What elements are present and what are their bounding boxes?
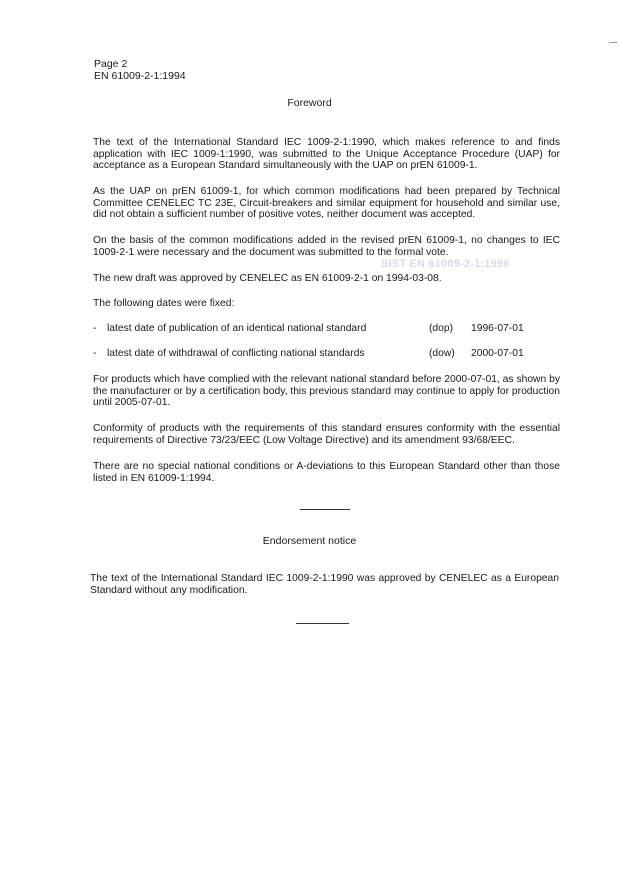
foreword-paragraph-4: The new draft was approved by CENELEC as EN 61009-2-1 on 1994-03-08. bbox=[93, 273, 442, 284]
foreword-paragraph-3: On the basis of the common modifications added in the revised prEN 61009-1, no changes to IEC 1009-2-1 were necessary and the document was submitted to the formal vote. bbox=[93, 235, 560, 258]
foreword-paragraph-2: As the UAP on prEN 61009-1, for which common modifications had been prepared by Technical Committee CENELEC TC 23E, Circuit-breakers and similar equipment for household and similar use, did not obtain a sufficient number of positive votes, neither document was accepted. bbox=[93, 186, 560, 221]
date-label: latest date of withdrawal of conflicting national standards bbox=[107, 348, 365, 359]
date-code: (dow) bbox=[429, 348, 455, 359]
endorsement-text: The text of the International Standard IEC 1009-2-1:1990 was approved by CENELEC as a European Standard without any modification. bbox=[90, 573, 559, 596]
page-label: Page 2 bbox=[94, 58, 128, 70]
foreword-title: Foreword bbox=[287, 97, 332, 109]
foreword-paragraph-5: The following dates were fixed: bbox=[93, 298, 235, 309]
bullet-dash: - bbox=[93, 323, 97, 334]
date-value: 1996-07-01 bbox=[471, 323, 524, 334]
date-row-dow bbox=[93, 348, 563, 360]
watermark: SIST EN 61009-2-1:1996 bbox=[381, 258, 510, 270]
foreword-paragraph-6: For products which have complied with the relevant national standard before 2000-07-01, as shown by the manufacturer or by a certification body, this previous standard may continue to apply for production until 2005-07-01. bbox=[93, 374, 560, 409]
date-code: (dop) bbox=[429, 323, 454, 334]
bullet-dash: - bbox=[93, 348, 97, 359]
page-header bbox=[94, 58, 186, 82]
date-row-dop bbox=[93, 323, 563, 335]
date-value: 2000-07-01 bbox=[471, 348, 524, 359]
doc-number: EN 61009-2-1:1994 bbox=[94, 70, 186, 82]
date-label: latest date of publication of an identical national standard bbox=[107, 323, 367, 334]
foreword-paragraph-8: There are no special national conditions or A-deviations to this European Standard other than those listed in EN 61009-1:1994. bbox=[93, 461, 560, 484]
endorsement-title: Endorsement notice bbox=[262, 535, 357, 547]
foreword-paragraph-7: Conformity of products with the requirements of this standard ensures conformity with the essential requirements of Directive 73/23/EEC (Low Voltage Directive) and its amendment 93/68/EEC. bbox=[93, 423, 560, 446]
section-divider bbox=[300, 509, 350, 510]
foreword-paragraph-1: The text of the International Standard IEC 1009-2-1:1990, which makes reference to and finds application with IEC 1009-1:1990, was submitted to the Unique Acceptance Procedure (UAP) for acceptance as a European Standard simultaneously with the UAP on prEN 61009-1. bbox=[93, 137, 560, 172]
end-divider bbox=[296, 623, 349, 624]
scan-mark bbox=[609, 42, 617, 43]
